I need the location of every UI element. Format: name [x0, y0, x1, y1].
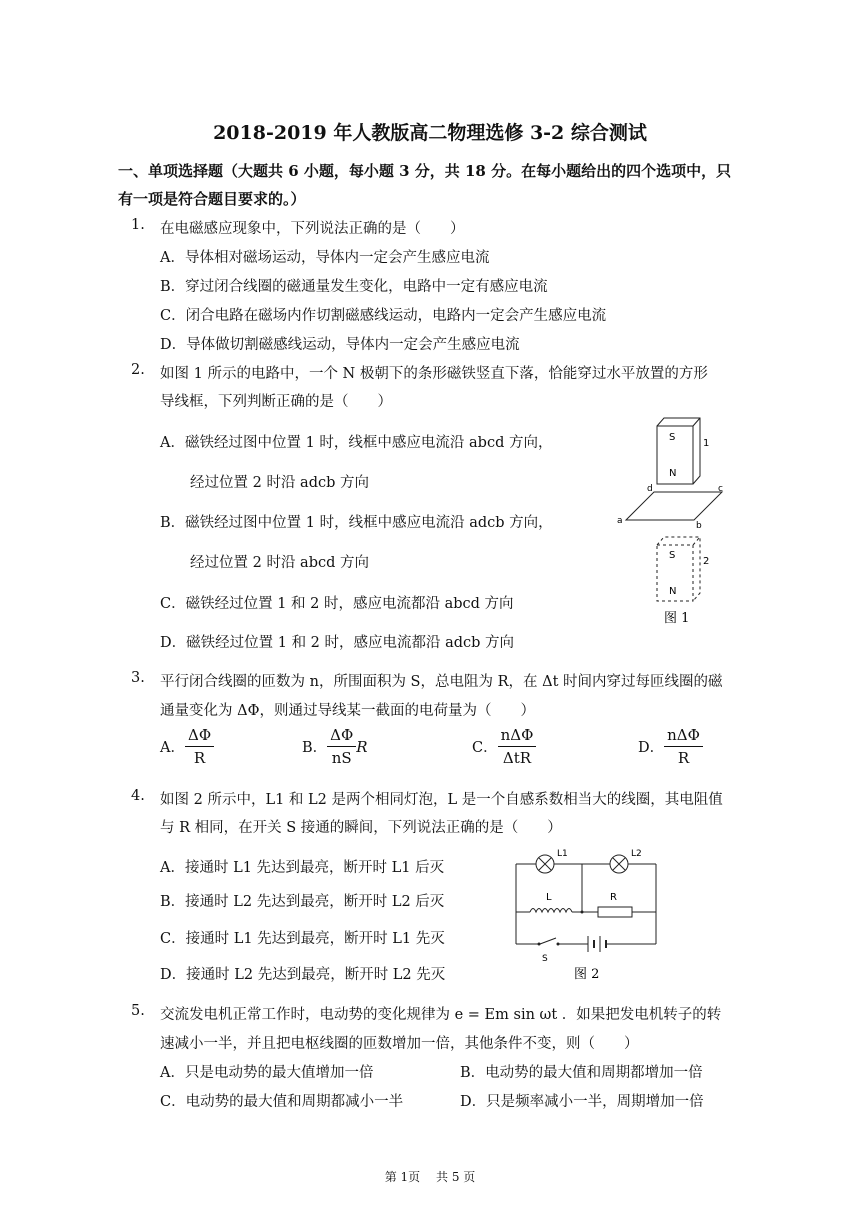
q3-option-a — [160, 726, 214, 767]
q2-option-a-line1: A．磁铁经过图中位置 1 时，线框中感应电流沿 abcd 方向， — [160, 435, 553, 451]
q3-a-fraction — [185, 726, 214, 767]
q3-number: 3. — [131, 670, 145, 686]
label-s: S — [542, 954, 548, 964]
figure-1-magnet-diagram — [612, 412, 732, 632]
page-title: 2018-2019 年人教版高二物理选修 3-2 综合测试 — [213, 122, 647, 144]
figure-2-circuit-diagram — [510, 844, 670, 984]
q3-d-label: D． — [638, 740, 665, 756]
wire-frame — [626, 492, 722, 520]
q2-option-b-line1: B．磁铁经过图中位置 1 时，线框中感应电流沿 adcb 方向， — [160, 515, 553, 531]
q3-c-denominator: ΔtR — [502, 749, 532, 767]
q5-option-c: C．电动势的最大值和周期都减小一半 — [160, 1094, 404, 1110]
q2-option-c: C．磁铁经过位置 1 和 2 时，感应电流都沿 abcd 方向 — [160, 596, 514, 612]
q3-option-d — [638, 726, 703, 767]
q2-option-d: D．磁铁经过位置 1 和 2 时，感应电流都沿 adcb 方向 — [160, 635, 515, 651]
q2-number: 2. — [131, 362, 145, 378]
q1-option-d: D．导体做切割磁感线运动，导体内一定会产生感应电流 — [160, 337, 520, 353]
resistor — [598, 907, 632, 917]
q4-option-d: D．接通时 L2 先达到最亮，断开时 L2 先灭 — [160, 967, 446, 983]
q1-option-b: B．穿过闭合线圈的磁通量发生变化，电路中一定有感应电流 — [160, 279, 548, 295]
q3-c-fraction — [498, 726, 537, 767]
label-r: R — [610, 892, 617, 903]
q2-option-a-line2: 经过位置 2 时沿 adcb 方向 — [190, 475, 369, 491]
frame-d-label: d — [647, 484, 653, 494]
q3-c-label: C． — [472, 740, 498, 756]
q3-a-numerator: ΔΦ — [185, 726, 214, 747]
q3-b-suffix: R — [356, 737, 368, 756]
frame-a-label: a — [617, 516, 623, 526]
q3-b-denominator: nS — [331, 749, 352, 767]
label-l1: L1 — [557, 849, 568, 859]
q5-option-a: A．只是电动势的最大值增加一倍 — [160, 1065, 374, 1081]
q3-option-b — [302, 726, 368, 767]
q3-b-label: B． — [302, 740, 328, 756]
q3-b-numerator: ΔΦ — [327, 726, 356, 747]
page-footer: 第 1页 共 5 页 — [384, 1170, 476, 1184]
q4-option-b: B．接通时 L2 先达到最亮，断开时 L2 后灭 — [160, 894, 445, 910]
q1-option-c: C．闭合电路在磁场内作切割磁感线运动，电路内一定会产生感应电流 — [160, 308, 607, 324]
q3-d-fraction — [664, 726, 703, 767]
q3-a-label: A． — [160, 740, 185, 756]
q2-stem-line2: 导线框，下列判断正确的是（ ） — [160, 394, 392, 410]
magnet-position-1 — [657, 418, 700, 484]
figure-2-caption: 图 2 — [574, 967, 600, 982]
q1-number: 1. — [131, 217, 145, 233]
q5-option-d: D．只是频率减小一半，周期增加一倍 — [460, 1094, 704, 1110]
q4-option-a: A．接通时 L1 先达到最亮，断开时 L1 后灭 — [160, 860, 445, 876]
label-l: L — [546, 892, 552, 903]
frame-c-label: c — [718, 484, 723, 494]
section-heading-line2: 有一项是符合题目要求的。） — [118, 190, 306, 208]
q3-d-denominator: R — [677, 749, 690, 767]
q5-option-b: B．电动势的最大值和周期都增加一倍 — [460, 1065, 703, 1081]
q3-stem-line1: 平行闭合线圈的匝数为 n，所围面积为 S，总电阻为 R，在 Δt 时间内穿过每匝线圈的磁 — [160, 674, 723, 690]
magnet1-s-label: S — [669, 432, 676, 443]
section-heading-line1: 一、单项选择题（大题共 6 小题，每小题 3 分，共 18 分。在每小题给出的四个选项中，只 — [118, 162, 732, 180]
q5-number: 5. — [131, 1003, 145, 1019]
position-2-label: 2 — [703, 556, 710, 567]
figure-1-caption: 图 1 — [664, 611, 690, 626]
q3-d-numerator: nΔΦ — [664, 726, 703, 747]
magnet-position-2 — [657, 537, 700, 601]
magnet2-s-label: S — [669, 550, 676, 561]
frame-b-label: b — [696, 521, 702, 531]
q5-stem-line1: 交流发电机正常工作时，电动势的变化规律为 e = Em sin ωt ．如果把发电机转子的转 — [160, 1007, 722, 1023]
inductor-coil — [530, 909, 572, 913]
label-l2: L2 — [631, 849, 642, 859]
q2-option-b-line2: 经过位置 2 时沿 abcd 方向 — [190, 555, 369, 571]
q3-option-c — [472, 726, 536, 767]
q4-number: 4. — [131, 788, 145, 804]
q3-stem-line2: 通量变化为 ΔΦ，则通过导线某一截面的电荷量为（ ） — [160, 703, 535, 719]
q5-stem-line2: 速减小一半，并且把电枢线圈的匝数增加一倍，其他条件不变，则（ ） — [160, 1036, 639, 1052]
q3-a-denominator: R — [193, 749, 206, 767]
position-1-label: 1 — [703, 438, 710, 449]
q3-c-numerator: nΔΦ — [498, 726, 537, 747]
switch-s — [540, 938, 556, 944]
q3-b-fraction — [327, 726, 356, 767]
q4-stem-line1: 如图 2 所示中，L1 和 L2 是两个相同灯泡，L 是一个自感系数相当大的线圈，其电阻值 — [160, 792, 723, 808]
q4-option-c: C．接通时 L1 先达到最亮，断开时 L1 先灭 — [160, 931, 445, 947]
q4-stem-line2: 与 R 相同，在开关 S 接通的瞬间，下列说法正确的是（ ） — [160, 820, 562, 836]
magnet1-n-label: N — [669, 468, 677, 479]
q1-stem: 在电磁感应现象中，下列说法正确的是（ ） — [160, 221, 465, 237]
q2-stem-line1: 如图 1 所示的电路中，一个 N 极朝下的条形磁铁竖直下落，恰能穿过水平放置的方形 — [160, 366, 708, 382]
q1-option-a: A．导体相对磁场运动，导体内一定会产生感应电流 — [160, 250, 490, 266]
magnet2-n-label: N — [669, 586, 677, 597]
